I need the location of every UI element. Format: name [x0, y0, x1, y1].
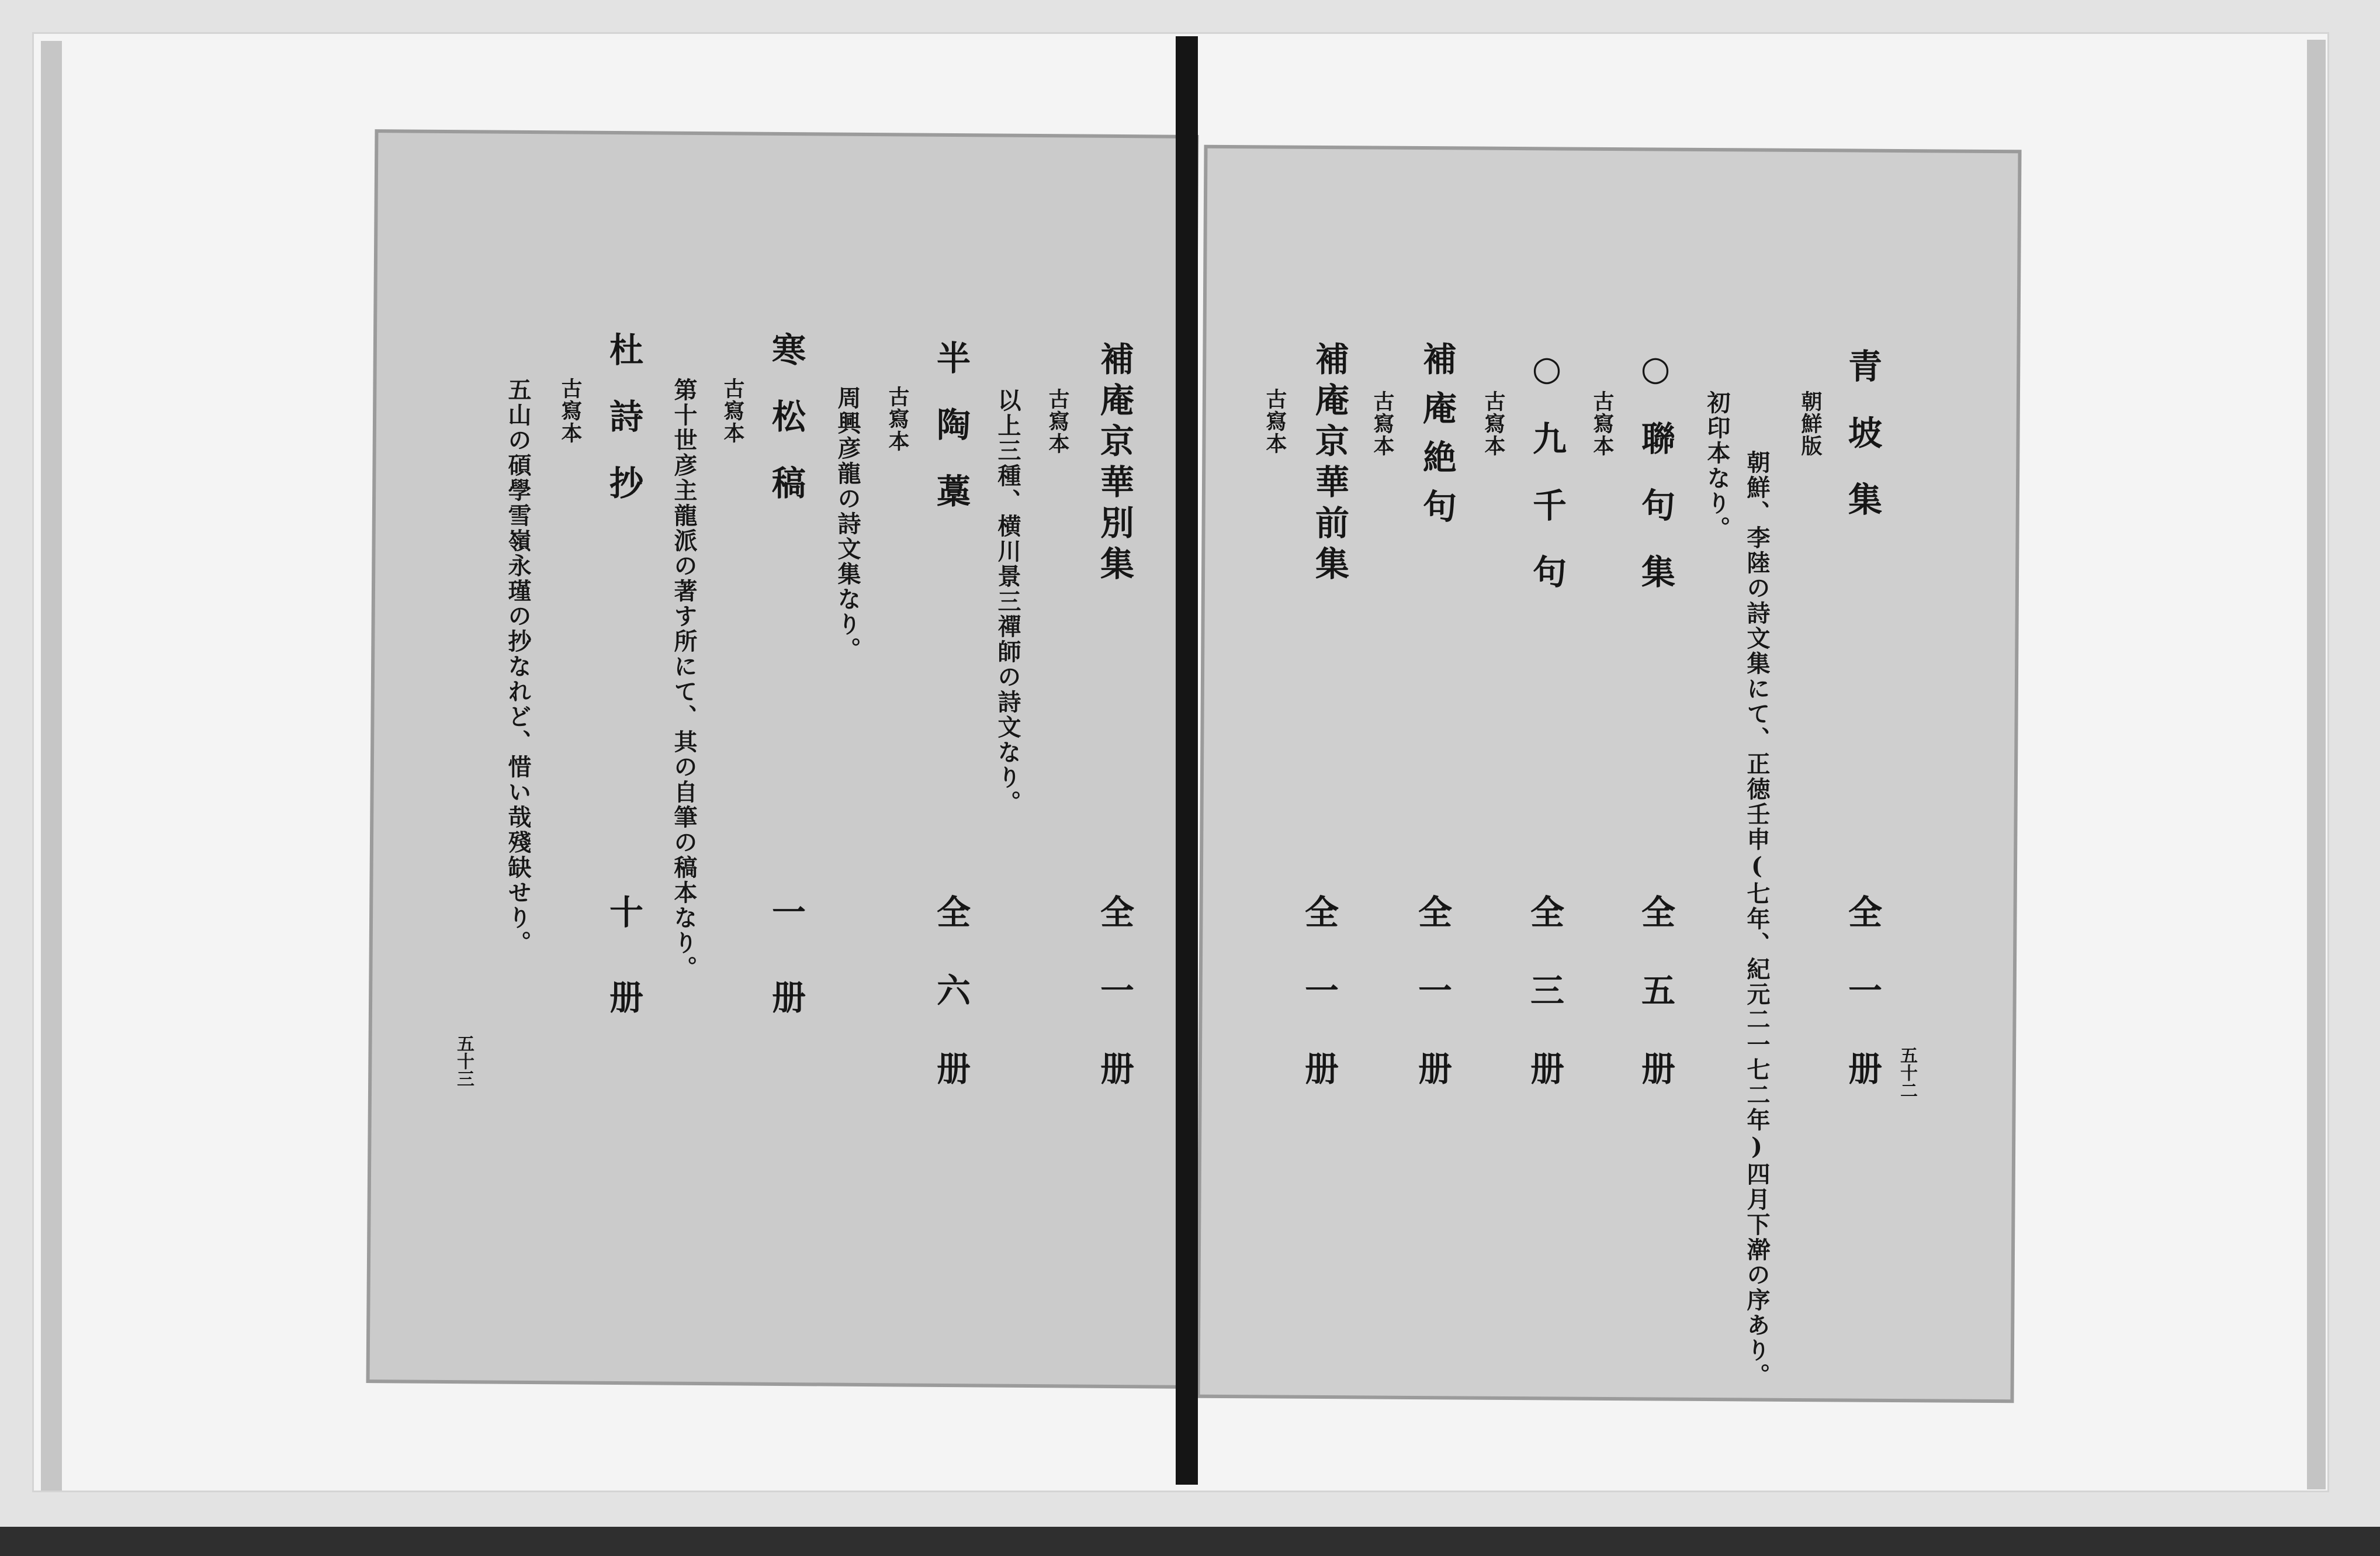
- entry-edition: 古寫本: [558, 378, 583, 444]
- entry-note: 朝鮮、李陸の詩文集にて、正徳壬申(七年、紀元二一七二年)四月下澣の序あり。: [1743, 450, 1771, 1388]
- entry-title: 補庵絶句: [1417, 341, 1457, 538]
- entry-title: ○九千句: [1527, 348, 1567, 621]
- entry-count: 十册: [604, 894, 643, 1065]
- entry-note: 初印本なり。: [1703, 390, 1731, 541]
- mount-left-edge: [41, 41, 62, 1491]
- entry-title: 寒松稿: [766, 332, 806, 532]
- entry-edition: 古寫本: [1263, 388, 1287, 455]
- page-number: 五十三: [453, 1035, 474, 1087]
- entry-note: 五山の碩學雪嶺永瑾の抄なれど、惜い哉殘缺せり。: [504, 378, 532, 956]
- entry-edition: 古寫本: [720, 378, 745, 444]
- entry-edition: 古寫本: [885, 386, 910, 452]
- entry-edition: 古寫本: [1590, 390, 1615, 457]
- entry-count: 全六册: [931, 894, 971, 1129]
- entry-count: 全一册: [1412, 894, 1452, 1129]
- entry-edition: 古寫本: [1370, 390, 1395, 457]
- entry-count: 全五册: [1636, 894, 1675, 1129]
- entry-note: 周興彦龍の詩文集なり。: [834, 386, 861, 662]
- entry-note: 第十世彦主龍派の著す所にて、其の自筆の稿本なり。: [670, 378, 698, 981]
- left-page: [370, 133, 1196, 1385]
- entry-count: 全三册: [1525, 894, 1564, 1129]
- entry-edition: 古寫本: [1045, 388, 1070, 455]
- entry-edition: 古寫本: [1481, 390, 1506, 457]
- bottom-shadow-band: [0, 1527, 2380, 1556]
- entry-title: 補庵京華別集: [1094, 341, 1134, 587]
- entry-count: 全一册: [1094, 894, 1134, 1129]
- right-page: [1200, 148, 2018, 1399]
- entry-title: 杜詩抄: [604, 332, 643, 532]
- entry-edition: 朝鮮版: [1798, 390, 1823, 457]
- entry-title: 補庵京華前集: [1309, 341, 1349, 587]
- entry-title: ○聯句集: [1636, 348, 1675, 621]
- entry-note: 以上三種、横川景三禪師の詩文なり。: [994, 388, 1021, 815]
- entry-title: 半陶藁: [931, 340, 971, 540]
- book-spine: [1176, 36, 1198, 1485]
- page-number: 五十二: [1897, 1046, 1917, 1099]
- entry-title: 青坡集: [1842, 348, 1882, 548]
- entry-count: 一册: [766, 894, 806, 1065]
- mount-right-edge: [2307, 40, 2326, 1489]
- entry-count: 全一册: [1842, 894, 1882, 1129]
- entry-count: 全一册: [1299, 894, 1339, 1129]
